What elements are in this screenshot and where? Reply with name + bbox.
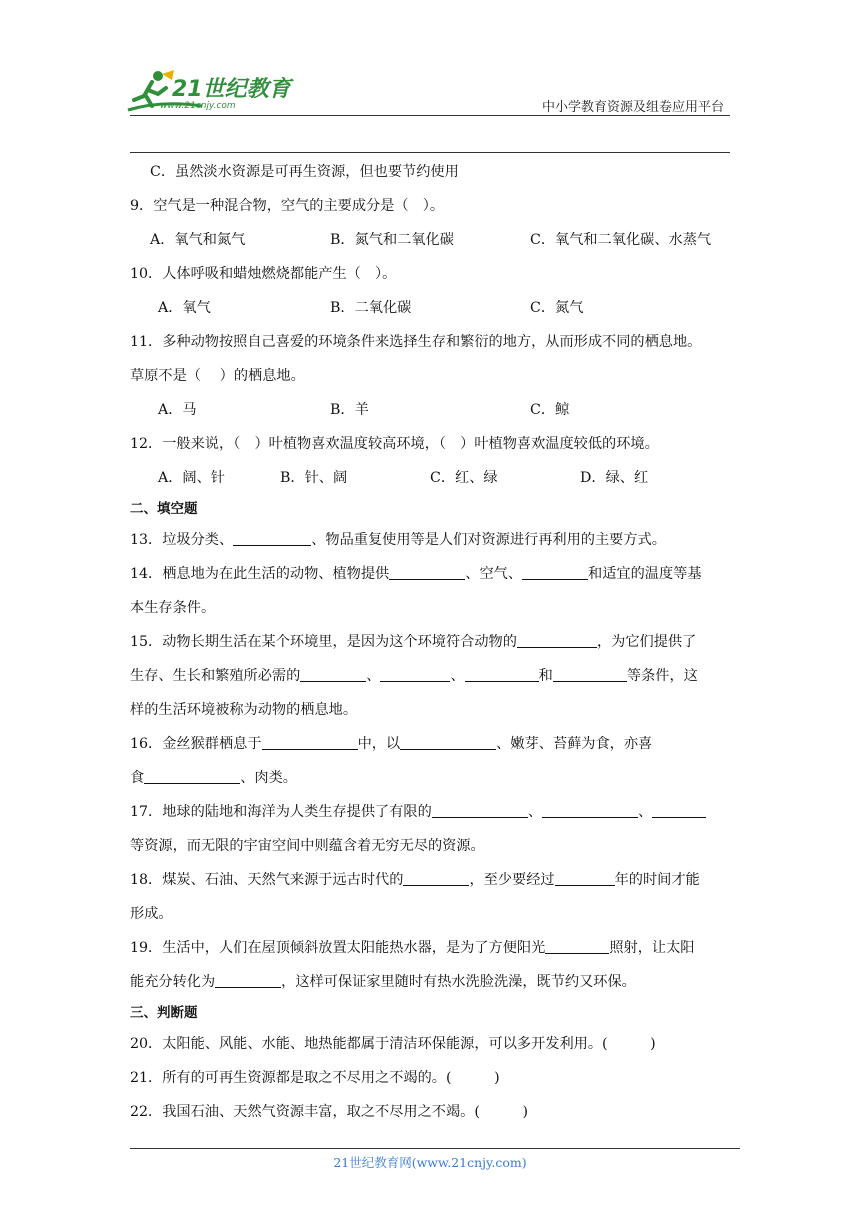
header-divider-2: [130, 152, 730, 153]
q17-text-2: 、: [527, 804, 543, 820]
q19-text-2: 照射，让太阳: [609, 940, 695, 956]
q11-stem-2: 草原不是（ ）的栖息地。: [130, 368, 305, 384]
q19-blank-1[interactable]: [545, 937, 609, 954]
q13: [130, 523, 730, 557]
q17-text-1: 17．地球的陆地和海洋为人类生存提供了有限的: [130, 804, 432, 820]
q15-line-2: [130, 659, 730, 693]
q11-option-a: A．马: [158, 402, 197, 418]
q11-stem-1: 11．多种动物按照自己喜爱的环境条件来选择生存和繁衍的地方，从而形成不同的栖息地。: [130, 334, 702, 350]
q16-blank-3[interactable]: [144, 767, 240, 784]
q18-blank-1[interactable]: [403, 869, 469, 886]
footer-link[interactable]: 21世纪教育网(www.21cnjy.com): [333, 1155, 527, 1170]
q9-option-c: C．氧气和二氧化碳、水蒸气: [530, 232, 712, 248]
q12-option-a: A．阔、针: [158, 470, 225, 486]
q15-blank-2[interactable]: [300, 665, 366, 682]
q9-option-a: A．氧气和氮气: [150, 232, 246, 248]
section-fill-in-title: 二、填空题: [130, 501, 198, 517]
q14-text-2: 、空气、: [465, 566, 523, 582]
q18-text-3: 年的时间才能: [614, 872, 700, 888]
q19-text-1: 19．生活中，人们在屋顶倾斜放置太阳能热水器，是为了方便阳光: [130, 940, 546, 956]
q14-line-2: 本生存条件。: [130, 600, 216, 616]
footer-divider: [130, 1148, 740, 1149]
q15-line-1: [130, 625, 730, 659]
q10-option-c: C．氮气: [530, 300, 584, 316]
q14-text-1: 14．栖息地为在此生活的动物、植物提供: [130, 566, 390, 582]
q18-line-1: [130, 863, 730, 897]
section-judge-title: 三、判断题: [130, 1005, 198, 1021]
header-divider: [130, 115, 730, 116]
q15-text-3: 生存、生长和繁殖所必需的: [130, 668, 301, 684]
q15-text-6: 和: [538, 668, 553, 684]
q10-options: [130, 291, 730, 325]
q12-option-c: C．红、绿: [430, 470, 498, 486]
q17-blank-2[interactable]: [542, 801, 638, 818]
q15-line-3: 样的生活环境被称为动物的栖息地。: [130, 702, 358, 718]
q10-option-a: A．氧气: [158, 300, 211, 316]
q15-blank-1[interactable]: [517, 631, 597, 648]
q19-text-4: ，这样可保证家里随时有热水洗脸洗澡，既节约又环保。: [281, 974, 636, 990]
q13-text-1: 13．垃圾分类、: [130, 532, 234, 548]
q16-line-2: [130, 761, 730, 795]
q19-text-3: 能充分转化为: [130, 974, 216, 990]
q8-option-c: C．虽然淡水资源是可再生资源，但也要节约使用: [150, 164, 459, 180]
q20: 20．太阳能、风能、水能、地热能都属于清洁环保能源，可以多开发利用。( ): [130, 1036, 656, 1052]
q12-option-b: B．针、阔: [280, 470, 348, 486]
q15-blank-5[interactable]: [553, 665, 627, 682]
q15-blank-4[interactable]: [465, 665, 539, 682]
q21: 21．所有的可再生资源都是取之不尽用之不竭的。( ): [130, 1070, 500, 1086]
q9-options: [130, 223, 730, 257]
q16-blank-1[interactable]: [262, 733, 358, 750]
q14-blank-1[interactable]: [389, 563, 465, 580]
q17-line-2: 等资源，而无限的宇宙空间中则蕴含着无穷无尽的资源。: [130, 838, 485, 854]
q18-text-2: ，至少要经过: [469, 872, 555, 888]
q19-blank-2[interactable]: [215, 971, 281, 988]
q12-options: [130, 461, 730, 495]
q15-text-4: 、: [366, 668, 381, 684]
q16-text-1: 16．金丝猴群栖息于: [130, 736, 262, 752]
q12-option-d: D．绿、红: [580, 470, 649, 486]
q9-option-b: B．氮气和二氧化碳: [330, 232, 454, 248]
q19-line-1: [130, 931, 730, 965]
logo-url: www.21cnjy.com: [160, 101, 236, 111]
q17-text-3: 、: [638, 804, 653, 820]
q12-stem: 12．一般来说，（ ）叶植物喜欢温度较高环境，（ ）叶植物喜欢温度较低的环境。: [130, 436, 659, 452]
q17-blank-3[interactable]: [652, 801, 706, 818]
q15-text-1: 15．动物长期生活在某个环境里，是因为这个环境符合动物的: [130, 634, 517, 650]
q18-line-2: 形成。: [130, 906, 173, 922]
q16-text-5: 、肉类。: [240, 770, 297, 786]
q16-text-2: 中，以: [357, 736, 401, 752]
question-content: [130, 155, 730, 1129]
q19-line-2: [130, 965, 730, 999]
q22: 22．我国石油、天然气资源丰富，取之不尽用之不竭。( ): [130, 1104, 529, 1120]
q13-text-2: 、物品重复使用等是人们对资源进行再利用的主要方式。: [311, 532, 666, 548]
q17-line-1: [130, 795, 730, 829]
q14-blank-2[interactable]: [522, 563, 588, 580]
q17-blank-1[interactable]: [432, 801, 528, 818]
q15-text-5: 、: [450, 668, 465, 684]
logo-text: 21世纪教育: [172, 77, 291, 102]
q16-text-3: 、嫩芽、苔藓为食，亦喜: [496, 736, 653, 752]
platform-title: 中小学教育资源及组卷应用平台: [541, 100, 724, 115]
q11-options: [130, 393, 730, 427]
q16-text-4: 食: [130, 770, 145, 786]
q13-blank-1[interactable]: [233, 529, 311, 546]
q11-option-c: C．鲸: [530, 402, 570, 418]
q16-line-1: [130, 727, 730, 761]
q10-option-b: B．二氧化碳: [330, 300, 412, 316]
q15-text-2: ，为它们提供了: [596, 634, 697, 650]
q14-text-3: 和适宜的温度等基: [588, 566, 702, 582]
q14-line-1: [130, 557, 730, 591]
q11-option-b: B．羊: [330, 402, 369, 418]
q15-text-7: 等条件，这: [626, 668, 698, 684]
q10-stem: 10．人体呼吸和蜡烛燃烧都能产生（ ）。: [130, 266, 397, 282]
q18-blank-2[interactable]: [555, 869, 615, 886]
q15-blank-3[interactable]: [380, 665, 450, 682]
q16-blank-2[interactable]: [400, 733, 496, 750]
q18-text-1: 18．煤炭、石油、天然气来源于远古时代的: [130, 872, 404, 888]
q9-stem: 9．空气是一种混合物，空气的主要成分是（ ）。: [130, 198, 445, 214]
